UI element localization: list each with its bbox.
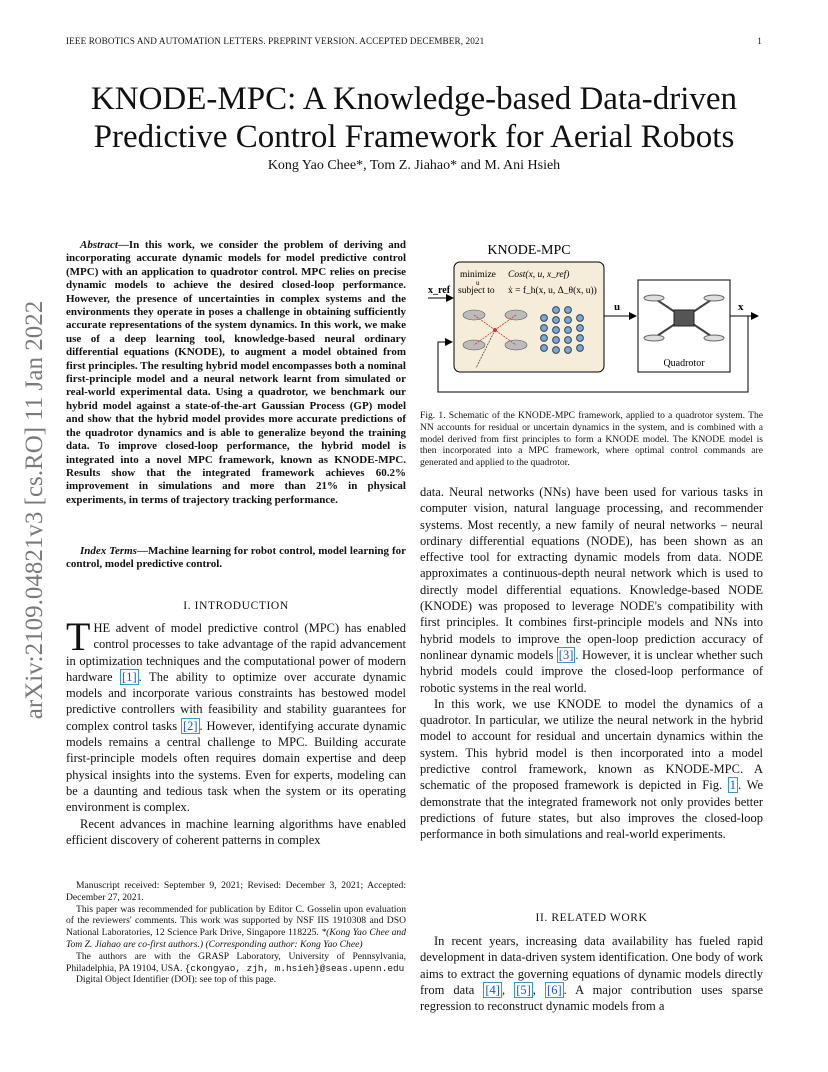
figure-caption: Fig. 1. Schematic of the KNODE-MPC framework, applied to a quadrotor system. The NN accounts for residual or uncertain dynamics in the system, and is combined with a model derived from first principles to form a KNODE model. The KNODE model is then incorporated into a MPC framework, where optimal control commands are generated and applied to the quadrotor. [420, 410, 763, 469]
related-work-body [420, 933, 763, 1014]
drop-cap: T [66, 614, 91, 659]
abstract [66, 239, 406, 507]
footnotes [66, 880, 406, 986]
arxiv-id: arXiv:2109.04821v3 [cs.RO] 11 Jan 2022 [21, 300, 48, 720]
figure-title: KNODE-MPC [487, 243, 571, 258]
right-p1: data. Neural networks (NNs) have been used for various tasks in computer vision, natural language processing, and recommender systems. Most recently, a new family of neural networks – neural ordinary differential equations (NODE), has been shown as an effective tool for extracting dynamic models from data. NODE approximates a continuous-depth neural network which is used to directly model differential equations. Knowledge-based NODE (KNODE) was proposed to leverage NODE's compatibility with first principles. It combines first-principle models and NNs into hybrid models to improve the open-loop prediction accuracy of nonlinear dynamic models [3] . However, it is unclear whether such hybrid models could improve the closed-loop performance of robotic systems in the real world. [420, 485, 764, 695]
citation-1[interactable]: [1] [122, 669, 137, 684]
running-header [66, 36, 762, 46]
author-emails: {ckongyao, zjh, m.hsieh}@seas.upenn.edu [184, 962, 405, 974]
subject-to-label: subject to [458, 286, 495, 296]
intro-p1-c: . However, identifying accurate dynamic models remains a central challenge to MPC. Building accurate first-principle models often requires domain expertise and deep physical insights into the systems. Even for experts, modeling can be a daunting and tedious task when the system or its operating environment is complex. [66, 718, 406, 815]
citation-6[interactable]: [6] [547, 982, 562, 997]
intro-p1-b: . The ability to optimize over accurate dynamic models and incorporate various constraints has bestowed model predictive controllers with feasibility and stability guarantees for complex control tasks [66, 669, 406, 733]
index-terms-label: Index Terms [80, 545, 137, 557]
page-number: 1 [757, 36, 762, 46]
citation-4[interactable]: [4] [485, 982, 500, 997]
citation-2[interactable]: [2] [182, 718, 198, 733]
arxiv-stamp [5, 290, 65, 730]
footnote-manuscript: Manuscript received: September 9, 2021; Revised: December 3, 2021; Accepted: December 27, 2021. [66, 880, 406, 903]
introduction-body [66, 614, 406, 848]
abstract-label: Abstract [80, 239, 118, 251]
citation-5[interactable]: [5] [516, 982, 531, 997]
footnote-doi: Digital Object Identifier (DOI): see top of this page. [76, 974, 277, 986]
title-line-1: KNODE-MPC: A Knowledge-based Data-driven [90, 81, 738, 117]
figure-reference[interactable]: 1 [729, 778, 737, 793]
index-terms [66, 545, 406, 572]
section-heading-introduction: I. INTRODUCTION [183, 600, 289, 612]
title-line-2: Predictive Control Framework for Aerial Robots [93, 119, 735, 155]
minimize-variable: u [476, 279, 480, 287]
right-p2: In this work, we use KNODE to model the dynamics of a quadrotor. In particular, we utilize the neural network in the hybrid model to account for residual and uncertain dynamics within the system. This hybrid model is then incorporated into a model predictive control framework, known as KNODE-MPC. A schematic of the proposed framework is depicted in Fig. 1 . We demonstrate that the integrated framework not only provides better predictions of future states, but also improves the closed-loop performance in both simulations and real-world experiments. [420, 696, 763, 842]
citation-3[interactable]: [3] [558, 647, 574, 662]
minimize-label: minimize [460, 270, 496, 280]
state-output-label: x [738, 301, 744, 313]
dynamics-expression: ẋ = f_h(x, u, Δ_θ(x, u)) [508, 286, 597, 296]
right-column-body [420, 484, 763, 843]
cost-expression: Cost(x, u, x_ref) [508, 270, 570, 280]
intro-p1-a: HE advent of model predictive control (MPC) has enabled control processes to take advantage of the rapid advancement in optimization techniques and the computational power of modern hardware [66, 621, 406, 684]
intro-p2: Recent advances in machine learning algorithms have enabled efficient discovery of coherent patterns in complex [66, 816, 406, 847]
journal-name: IEEE ROBOTICS AND AUTOMATION LETTERS. PREPRINT VERSION. ACCEPTED DECEMBER, 2021 [66, 36, 485, 46]
index-terms-text: —Machine learning for robot control, model learning for control, model predictive control. [66, 545, 406, 571]
knode-mpc-schematic [426, 240, 762, 400]
control-input-label: u [614, 301, 621, 313]
section-heading-related-work: II. RELATED WORK [535, 912, 648, 924]
footnote-affiliation: The authors are with the GRASP Laboratory, University of Pennsylvania, Philadelphia, PA 19104, USA. {ckongyao, zjh, m.hsieh}@seas.upenn.edu [66, 950, 406, 974]
related-work-p1: In recent years, increasing data availability has fueled rapid development in data-driven system identification. One body of work aims to extract the governing equations of dynamic models directly from data [4] , [5] , [6] . A major contribution uses sparse regression to reconstruct dynamic models from a [420, 934, 764, 1014]
footnote-recommendation: This paper was recommended for publication by Editor C. Gosselin upon evaluation of the reviewers' comments. This work was supported by NSF IIS 1910308 and DSO National Laboratories, 12 Science Park Drive, Singapore 118225. *(Kong Yao Chee and Tom Z. Jiahao are co-first authors.) (Corresponding author: Kong Yao Chee) [66, 903, 406, 950]
authors: Kong Yao Chee*, Tom Z. Jiahao* and M. Ani Hsieh [267, 158, 561, 173]
paper-title [40, 80, 788, 156]
figure-1 [426, 240, 762, 400]
xref-label: x_ref [428, 285, 451, 296]
quadrotor-label: Quadrotor [663, 358, 705, 369]
abstract-text: —In this work, we consider the problem of deriving and incorporating accurate dynamic models for model predictive control (MPC) with an application to quadrotor control. MPC relies on precise dynamic models to achieve the desired closed-loop performance. However, the presence of uncertainties in complex systems and the environments they operate in poses a challenge in obtaining sufficiently accurate representations of the system dynamics. In this work, we make use of a deep learning tool, knowledge-based neural ordinary differential equations (KNODE), to augment a model obtained from first principles. The resulting hybrid model encompasses both a nominal first-principle model and a neural network learnt from simulated or real-world experimental data. Using a quadrotor, we benchmark our hybrid model against a state-of-the-art Gaussian Process (GP) model and show that the hybrid model provides more accurate predictions of the quadrotor dynamics and is able to generalize beyond the training data. To improve closed-loop performance, the hybrid model is integrated into a novel MPC framework, known as KNODE-MPC. Results show that the integrated framework achieves 60.2% improvement in simulations and more than 21% in physical experiments, in terms of trajectory tracking performance. [66, 239, 406, 506]
